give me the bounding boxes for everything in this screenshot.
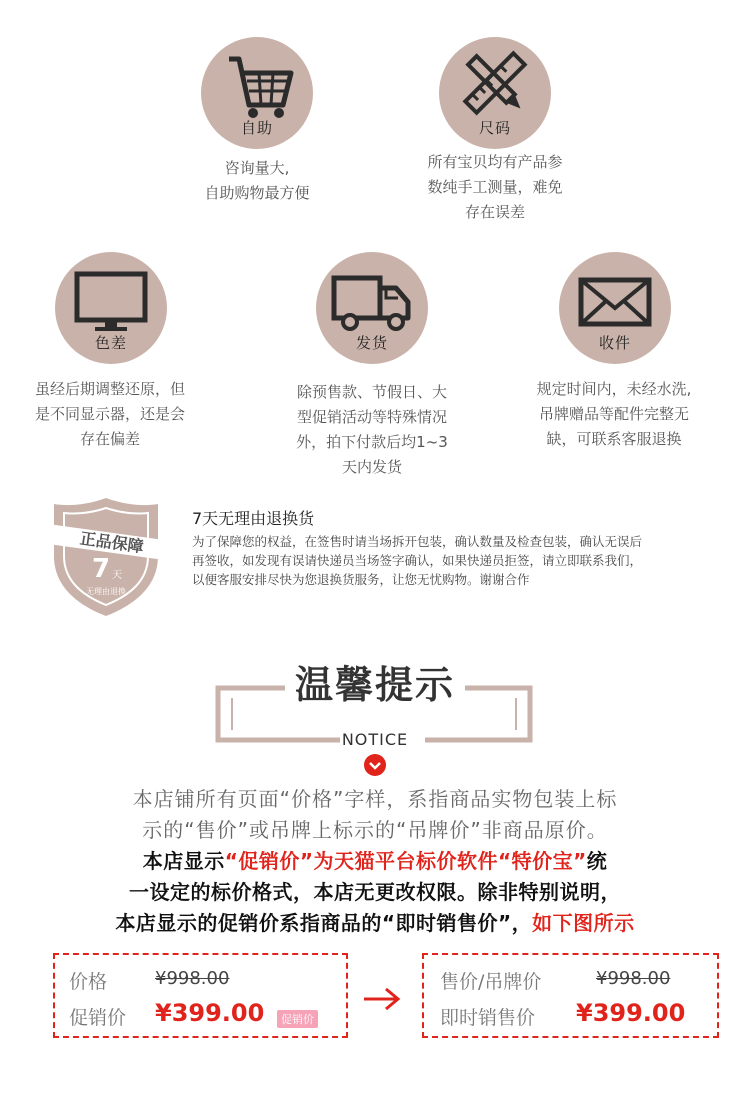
feature-circle: [55, 252, 167, 364]
chevron-down-icon: [364, 754, 386, 776]
badge-small-text: 无理由退换: [86, 587, 126, 596]
notice-title: 温馨提示: [294, 663, 455, 707]
feature-circle: [201, 37, 313, 149]
promo-price: ¥399.00: [155, 999, 265, 1027]
feature-circle: [559, 252, 671, 364]
badge-number: 7: [92, 554, 111, 584]
feature-circle: [439, 37, 551, 149]
price-label: 售价/吊牌价: [440, 971, 542, 993]
feature-circle: [316, 252, 428, 364]
price-example-right: [422, 953, 719, 1038]
promo-price-label: 促销价: [69, 1007, 127, 1029]
promo-tag: 促销价: [277, 1010, 318, 1028]
feature-label: 收件: [598, 334, 631, 352]
instant-price-label: 即时销售价: [440, 1007, 536, 1029]
return-policy-title: 7天无理由退换货: [192, 509, 315, 528]
notice-paragraph-2: 本店显示“促销价”为天猫平台标价软件“特价宝”统 一设定的标价格式，本店无更改权限。除非特别说明， 本店显示的促销价系指商品的“即时销售价”，如下图所示: [115, 849, 635, 935]
feature-desc: 咨询量大, 自助购物最方便: [204, 159, 310, 202]
notice-subtitle: NOTICE: [341, 730, 409, 749]
notice-paragraph-1: 本店铺所有页面“价格”字样，系指商品实物包装上标 示的“售价”或吊牌上标示的“吊牌价”非商品原价。: [132, 787, 618, 842]
original-price: ¥998.00: [596, 968, 671, 989]
arrow-right-icon: [362, 984, 402, 1014]
feature-label: 色差: [94, 334, 127, 352]
feature-label: 自助: [240, 119, 273, 137]
guarantee-badge: [48, 494, 164, 618]
feature-desc: 所有宝贝均有产品参 数纯手工测量，难免 存在误差: [427, 153, 563, 221]
feature-desc: 规定时间内，未经水洗, 吊牌赠品等配件完整无 缺，可联系客服退换: [536, 380, 692, 448]
price-example-left: [53, 953, 348, 1038]
return-policy-text: 为了保障您的权益，在签售时请当场拆开包装，确认数量及检查包装，确认无误后 再签收，如发现有误请快递员当场签字确认，如果快递员拒签，请立即联系我们， 以便客服安排尽快为您退换货服务，让您无忧购物。谢谢合作: [192, 534, 643, 587]
price-label: 价格: [69, 971, 108, 993]
feature-desc: 虽经后期调整还原，但 是不同显示器，还是会 存在偏差: [34, 380, 185, 448]
feature-label: 发货: [355, 334, 388, 352]
feature-desc: 除预售款、节假日、大 型促销活动等特殊情况 外，拍下付款后均1~3 天内发货: [296, 383, 448, 476]
badge-day: 天: [112, 570, 122, 581]
badge-top-text: 正品保障: [78, 528, 145, 557]
instant-price: ¥399.00: [576, 999, 686, 1027]
feature-label: 尺码: [478, 119, 511, 137]
original-price: ¥998.00: [155, 968, 230, 989]
